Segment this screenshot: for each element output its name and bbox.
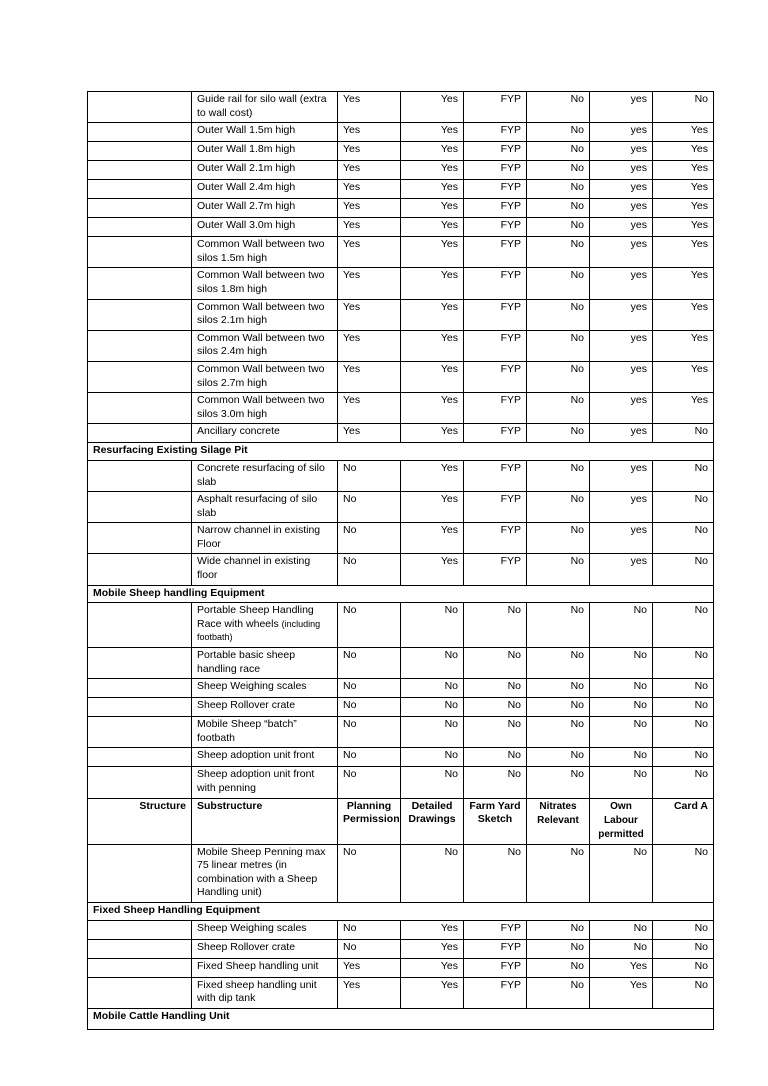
detailed-cell: Yes: [401, 299, 464, 330]
own-labour-cell: No: [590, 603, 653, 648]
header-row: [88, 798, 714, 844]
header-own-labour: Own Labour permitted: [590, 798, 653, 844]
table-row: [88, 330, 714, 361]
substructure-cell: Guide rail for silo wall (extra to wall cost): [192, 92, 338, 123]
own-labour-cell: yes: [590, 237, 653, 268]
detailed-cell: Yes: [401, 939, 464, 958]
farmyard-cell: No: [464, 679, 527, 698]
section-heading: Mobile Cattle Handling Unit: [88, 1008, 714, 1029]
farmyard-cell: FYP: [464, 218, 527, 237]
header-card-a: Card A: [653, 798, 714, 844]
structure-cell: [88, 939, 192, 958]
card-a-cell: Yes: [653, 299, 714, 330]
planning-cell: Yes: [338, 92, 401, 123]
substructure-cell: Narrow channel in existing Floor: [192, 523, 338, 554]
structure-cell: [88, 361, 192, 392]
farmyard-cell: FYP: [464, 330, 527, 361]
substructure-cell: Common Wall between two silos 2.1m high: [192, 299, 338, 330]
structure-cell: [88, 237, 192, 268]
card-a-cell: No: [653, 492, 714, 523]
section-row: [88, 585, 714, 603]
own-labour-cell: yes: [590, 142, 653, 161]
planning-cell: Yes: [338, 299, 401, 330]
nitrates-cell: No: [527, 161, 590, 180]
farmyard-cell: FYP: [464, 142, 527, 161]
section-row: [88, 902, 714, 920]
table-row: [88, 180, 714, 199]
structure-cell: [88, 199, 192, 218]
detailed-cell: Yes: [401, 958, 464, 977]
own-labour-cell: yes: [590, 299, 653, 330]
farmyard-cell: FYP: [464, 958, 527, 977]
structure-cell: [88, 717, 192, 748]
own-labour-cell: No: [590, 679, 653, 698]
detailed-cell: Yes: [401, 142, 464, 161]
planning-cell: No: [338, 717, 401, 748]
card-a-cell: Yes: [653, 268, 714, 299]
card-a-cell: Yes: [653, 218, 714, 237]
detailed-cell: Yes: [401, 554, 464, 585]
farmyard-cell: No: [464, 844, 527, 902]
planning-cell: No: [338, 748, 401, 767]
detailed-cell: Yes: [401, 268, 464, 299]
detailed-cell: Yes: [401, 393, 464, 424]
own-labour-cell: No: [590, 748, 653, 767]
own-labour-cell: Yes: [590, 977, 653, 1008]
table-row: [88, 939, 714, 958]
substructure-cell: Concrete resurfacing of silo slab: [192, 460, 338, 491]
substructure-cell: Outer Wall 1.8m high: [192, 142, 338, 161]
substructure-cell: Sheep Weighing scales: [192, 679, 338, 698]
substructure-cell: Outer Wall 3.0m high: [192, 218, 338, 237]
substructure-cell: Outer Wall 2.4m high: [192, 180, 338, 199]
own-labour-cell: yes: [590, 523, 653, 554]
detailed-cell: Yes: [401, 237, 464, 268]
farmyard-cell: FYP: [464, 199, 527, 218]
card-a-cell: Yes: [653, 361, 714, 392]
nitrates-cell: No: [527, 180, 590, 199]
header-nitrates: Nitrates Relevant: [527, 798, 590, 844]
farmyard-cell: FYP: [464, 299, 527, 330]
own-labour-cell: Yes: [590, 958, 653, 977]
nitrates-cell: No: [527, 142, 590, 161]
nitrates-cell: No: [527, 958, 590, 977]
card-a-cell: No: [653, 523, 714, 554]
card-a-cell: No: [653, 767, 714, 798]
farmyard-cell: No: [464, 603, 527, 648]
farmyard-cell: FYP: [464, 123, 527, 142]
card-a-cell: Yes: [653, 393, 714, 424]
planning-cell: No: [338, 698, 401, 717]
table-row: [88, 460, 714, 491]
planning-cell: No: [338, 844, 401, 902]
planning-cell: No: [338, 920, 401, 939]
structure-cell: [88, 330, 192, 361]
detailed-cell: Yes: [401, 92, 464, 123]
farmyard-cell: FYP: [464, 161, 527, 180]
planning-cell: Yes: [338, 330, 401, 361]
farmyard-cell: FYP: [464, 523, 527, 554]
table-row: [88, 299, 714, 330]
own-labour-cell: No: [590, 648, 653, 679]
nitrates-cell: No: [527, 199, 590, 218]
table-row: [88, 237, 714, 268]
planning-cell: Yes: [338, 237, 401, 268]
planning-cell: No: [338, 648, 401, 679]
substructure-cell: Outer Wall 1.5m high: [192, 123, 338, 142]
detailed-cell: Yes: [401, 330, 464, 361]
nitrates-cell: No: [527, 603, 590, 648]
table-row: [88, 393, 714, 424]
card-a-cell: No: [653, 92, 714, 123]
detailed-cell: Yes: [401, 161, 464, 180]
own-labour-cell: yes: [590, 330, 653, 361]
structure-cell: [88, 180, 192, 199]
own-labour-cell: yes: [590, 218, 653, 237]
table-row: [88, 679, 714, 698]
header-substructure: Substructure: [192, 798, 338, 844]
card-a-cell: No: [653, 679, 714, 698]
section-row: [88, 1008, 714, 1029]
header-structure: Structure: [88, 798, 192, 844]
farmyard-cell: FYP: [464, 920, 527, 939]
card-a-cell: No: [653, 648, 714, 679]
card-a-cell: No: [653, 460, 714, 491]
substructure-cell: Asphalt resurfacing of silo slab: [192, 492, 338, 523]
nitrates-cell: No: [527, 939, 590, 958]
structure-cell: [88, 393, 192, 424]
nitrates-cell: No: [527, 268, 590, 299]
detailed-cell: No: [401, 748, 464, 767]
structure-cell: [88, 218, 192, 237]
farmyard-cell: FYP: [464, 393, 527, 424]
table-row: [88, 977, 714, 1008]
farmyard-cell: FYP: [464, 92, 527, 123]
detailed-cell: No: [401, 844, 464, 902]
card-a-cell: Yes: [653, 142, 714, 161]
farmyard-cell: FYP: [464, 460, 527, 491]
planning-cell: No: [338, 679, 401, 698]
detailed-cell: Yes: [401, 460, 464, 491]
planning-cell: Yes: [338, 958, 401, 977]
own-labour-cell: No: [590, 767, 653, 798]
substructure-cell: Common Wall between two silos 1.8m high: [192, 268, 338, 299]
farmyard-cell: FYP: [464, 268, 527, 299]
structure-cell: [88, 767, 192, 798]
substructure-cell: Sheep adoption unit front with penning: [192, 767, 338, 798]
nitrates-cell: No: [527, 554, 590, 585]
table-row: [88, 199, 714, 218]
table-row: [88, 603, 714, 648]
structure-cell: [88, 920, 192, 939]
detailed-cell: Yes: [401, 199, 464, 218]
planning-cell: Yes: [338, 268, 401, 299]
structure-cell: [88, 424, 192, 443]
substructure-cell: Sheep Weighing scales: [192, 920, 338, 939]
nitrates-cell: No: [527, 679, 590, 698]
farmyard-cell: FYP: [464, 237, 527, 268]
section-row: [88, 443, 714, 461]
substructure-cell: Wide channel in existing floor: [192, 554, 338, 585]
planning-cell: No: [338, 554, 401, 585]
structure-cell: [88, 92, 192, 123]
table-row: [88, 361, 714, 392]
substructure-cell: [192, 603, 338, 648]
section-heading: Mobile Sheep handling Equipment: [88, 585, 714, 603]
table-row: [88, 268, 714, 299]
planning-cell: No: [338, 603, 401, 648]
planning-cell: Yes: [338, 161, 401, 180]
own-labour-cell: yes: [590, 199, 653, 218]
substructure-cell: Portable basic sheep handling race: [192, 648, 338, 679]
farmyard-cell: No: [464, 767, 527, 798]
card-a-cell: No: [653, 939, 714, 958]
planning-cell: No: [338, 767, 401, 798]
own-labour-cell: yes: [590, 393, 653, 424]
planning-cell: No: [338, 939, 401, 958]
detailed-cell: No: [401, 679, 464, 698]
table-row: [88, 161, 714, 180]
table-row: [88, 920, 714, 939]
nitrates-cell: No: [527, 299, 590, 330]
farmyard-cell: FYP: [464, 977, 527, 1008]
header-detailed: Detailed Drawings: [401, 798, 464, 844]
detailed-cell: Yes: [401, 180, 464, 199]
detailed-cell: No: [401, 698, 464, 717]
substructure-cell: Common Wall between two silos 2.7m high: [192, 361, 338, 392]
substructure-cell: Fixed sheep handling unit with dip tank: [192, 977, 338, 1008]
item-label: Portable Sheep Handling Race with wheels: [197, 604, 314, 630]
nitrates-cell: No: [527, 920, 590, 939]
nitrates-cell: No: [527, 92, 590, 123]
planning-cell: Yes: [338, 180, 401, 199]
card-a-cell: Yes: [653, 330, 714, 361]
table-row: [88, 492, 714, 523]
header-planning: Planning Permission: [338, 798, 401, 844]
table-row: [88, 767, 714, 798]
structure-cell: [88, 679, 192, 698]
structure-cell: [88, 123, 192, 142]
own-labour-cell: yes: [590, 161, 653, 180]
card-a-cell: No: [653, 977, 714, 1008]
planning-cell: No: [338, 523, 401, 554]
substructure-cell: Outer Wall 2.1m high: [192, 161, 338, 180]
section-heading: Fixed Sheep Handling Equipment: [88, 902, 714, 920]
own-labour-cell: yes: [590, 361, 653, 392]
table-row: [88, 123, 714, 142]
table-row: [88, 648, 714, 679]
nitrates-cell: No: [527, 698, 590, 717]
structure-cell: [88, 958, 192, 977]
own-labour-cell: yes: [590, 180, 653, 199]
nitrates-cell: No: [527, 393, 590, 424]
requirements-table: [87, 91, 714, 1030]
nitrates-cell: No: [527, 361, 590, 392]
own-labour-cell: yes: [590, 123, 653, 142]
substructure-cell: Common Wall between two silos 2.4m high: [192, 330, 338, 361]
farmyard-cell: No: [464, 748, 527, 767]
detailed-cell: Yes: [401, 424, 464, 443]
table-row: [88, 698, 714, 717]
nitrates-cell: No: [527, 460, 590, 491]
nitrates-cell: No: [527, 237, 590, 268]
structure-cell: [88, 161, 192, 180]
table-row: [88, 92, 714, 123]
card-a-cell: No: [653, 844, 714, 902]
card-a-cell: No: [653, 748, 714, 767]
nitrates-cell: No: [527, 123, 590, 142]
card-a-cell: No: [653, 920, 714, 939]
detailed-cell: No: [401, 717, 464, 748]
nitrates-cell: No: [527, 523, 590, 554]
farmyard-cell: FYP: [464, 554, 527, 585]
structure-cell: [88, 844, 192, 902]
substructure-cell: Common Wall between two silos 3.0m high: [192, 393, 338, 424]
card-a-cell: No: [653, 958, 714, 977]
nitrates-cell: No: [527, 748, 590, 767]
structure-cell: [88, 142, 192, 161]
table-row: [88, 748, 714, 767]
structure-cell: [88, 648, 192, 679]
table-row: [88, 554, 714, 585]
table-row: [88, 218, 714, 237]
structure-cell: [88, 603, 192, 648]
card-a-cell: No: [653, 698, 714, 717]
own-labour-cell: yes: [590, 424, 653, 443]
card-a-cell: Yes: [653, 180, 714, 199]
detailed-cell: Yes: [401, 218, 464, 237]
detailed-cell: Yes: [401, 977, 464, 1008]
own-labour-cell: No: [590, 844, 653, 902]
own-labour-cell: yes: [590, 460, 653, 491]
detailed-cell: Yes: [401, 492, 464, 523]
table-row: [88, 844, 714, 902]
substructure-cell: Sheep Rollover crate: [192, 698, 338, 717]
card-a-cell: No: [653, 717, 714, 748]
substructure-cell: Sheep Rollover crate: [192, 939, 338, 958]
card-a-cell: No: [653, 424, 714, 443]
card-a-cell: Yes: [653, 161, 714, 180]
item-note: (including footbath): [197, 618, 321, 643]
nitrates-cell: No: [527, 977, 590, 1008]
substructure-cell: Common Wall between two silos 1.5m high: [192, 237, 338, 268]
detailed-cell: Yes: [401, 523, 464, 554]
planning-cell: Yes: [338, 424, 401, 443]
planning-cell: Yes: [338, 218, 401, 237]
own-labour-cell: yes: [590, 92, 653, 123]
header-farmyard: Farm Yard Sketch: [464, 798, 527, 844]
farmyard-cell: FYP: [464, 180, 527, 199]
planning-cell: Yes: [338, 123, 401, 142]
planning-cell: No: [338, 460, 401, 491]
table-row: [88, 523, 714, 554]
structure-cell: [88, 268, 192, 299]
planning-cell: Yes: [338, 142, 401, 161]
substructure-cell: Mobile Sheep Penning max 75 linear metres (in combination with a Sheep Handling unit): [192, 844, 338, 902]
table-row: [88, 717, 714, 748]
farmyard-cell: FYP: [464, 939, 527, 958]
substructure-cell: Ancillary concrete: [192, 424, 338, 443]
own-labour-cell: No: [590, 939, 653, 958]
own-labour-cell: No: [590, 717, 653, 748]
detailed-cell: No: [401, 767, 464, 798]
section-heading: Resurfacing Existing Silage Pit: [88, 443, 714, 461]
farmyard-cell: FYP: [464, 424, 527, 443]
own-labour-cell: yes: [590, 554, 653, 585]
substructure-cell: Outer Wall 2.7m high: [192, 199, 338, 218]
nitrates-cell: No: [527, 844, 590, 902]
structure-cell: [88, 748, 192, 767]
table-row: [88, 424, 714, 443]
card-a-cell: Yes: [653, 237, 714, 268]
farmyard-cell: FYP: [464, 361, 527, 392]
nitrates-cell: No: [527, 330, 590, 361]
farmyard-cell: No: [464, 648, 527, 679]
structure-cell: [88, 977, 192, 1008]
substructure-cell: Sheep adoption unit front: [192, 748, 338, 767]
farmyard-cell: No: [464, 698, 527, 717]
structure-cell: [88, 492, 192, 523]
structure-cell: [88, 523, 192, 554]
detailed-cell: No: [401, 648, 464, 679]
nitrates-cell: No: [527, 767, 590, 798]
planning-cell: Yes: [338, 199, 401, 218]
card-a-cell: No: [653, 554, 714, 585]
card-a-cell: No: [653, 603, 714, 648]
table-row: [88, 958, 714, 977]
card-a-cell: Yes: [653, 199, 714, 218]
own-labour-cell: yes: [590, 268, 653, 299]
structure-cell: [88, 460, 192, 491]
detailed-cell: Yes: [401, 123, 464, 142]
planning-cell: No: [338, 492, 401, 523]
structure-cell: [88, 698, 192, 717]
nitrates-cell: No: [527, 648, 590, 679]
own-labour-cell: No: [590, 920, 653, 939]
nitrates-cell: No: [527, 424, 590, 443]
nitrates-cell: No: [527, 717, 590, 748]
planning-cell: Yes: [338, 977, 401, 1008]
planning-cell: Yes: [338, 393, 401, 424]
detailed-cell: Yes: [401, 920, 464, 939]
table-row: [88, 142, 714, 161]
detailed-cell: No: [401, 603, 464, 648]
detailed-cell: Yes: [401, 361, 464, 392]
card-a-cell: Yes: [653, 123, 714, 142]
own-labour-cell: No: [590, 698, 653, 717]
structure-cell: [88, 554, 192, 585]
substructure-cell: Mobile Sheep “batch” footbath: [192, 717, 338, 748]
own-labour-cell: yes: [590, 492, 653, 523]
farmyard-cell: No: [464, 717, 527, 748]
structure-cell: [88, 299, 192, 330]
substructure-cell: Fixed Sheep handling unit: [192, 958, 338, 977]
farmyard-cell: FYP: [464, 492, 527, 523]
planning-cell: Yes: [338, 361, 401, 392]
nitrates-cell: No: [527, 218, 590, 237]
nitrates-cell: No: [527, 492, 590, 523]
